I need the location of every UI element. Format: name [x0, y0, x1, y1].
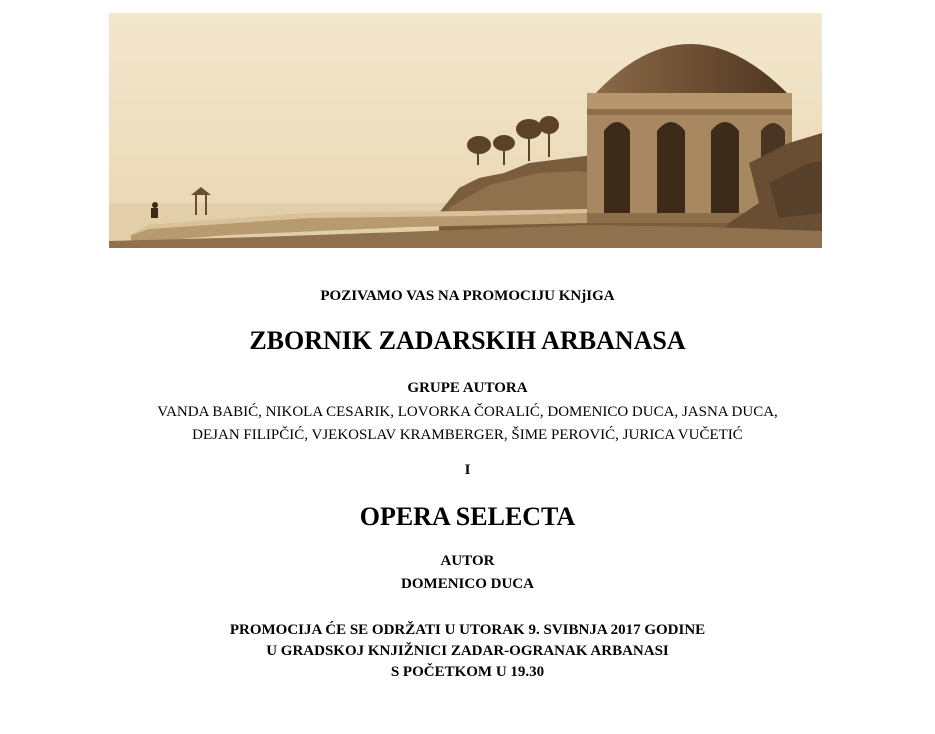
- invitation-heading: POZIVAMO VAS NA PROMOCIJU KNjIGA: [320, 288, 615, 304]
- book1-title: ZBORNIK ZADARSKIH ARBANASA: [249, 326, 686, 355]
- book1-group-label: GRUPE AUTORA: [407, 380, 528, 396]
- book2-author: DOMENICO DUCA: [401, 576, 534, 592]
- seaside-rotunda-illustration: [109, 13, 822, 248]
- conjunction: I: [464, 462, 471, 478]
- book2-title: OPERA SELECTA: [359, 502, 576, 531]
- event-details: [0, 620, 935, 683]
- book2-author-label: AUTOR: [440, 553, 495, 569]
- book1-authors: [0, 401, 935, 447]
- event-date-line: PROMOCIJA ĆE SE ODRŽATI U UTORAK 9. SVIBNJA 2017 GODINE: [229, 622, 706, 638]
- event-location-line: U GRADSKOJ KNJIŽNICI ZADAR-OGRANAK ARBANASI: [266, 643, 669, 659]
- event-time-line: S POČETKOM U 19.30: [390, 664, 545, 680]
- book1-authors-line1: VANDA BABIĆ, NIKOLA CESARIK, LOVORKA ČORALIĆ, DOMENICO DUCA, JASNA DUCA,: [157, 404, 778, 420]
- header-photo: [109, 13, 822, 248]
- book1-authors-line2: DEJAN FILIPČIĆ, VJEKOSLAV KRAMBERGER, ŠIME PEROVIĆ, JURICA VUČETIĆ: [192, 427, 743, 443]
